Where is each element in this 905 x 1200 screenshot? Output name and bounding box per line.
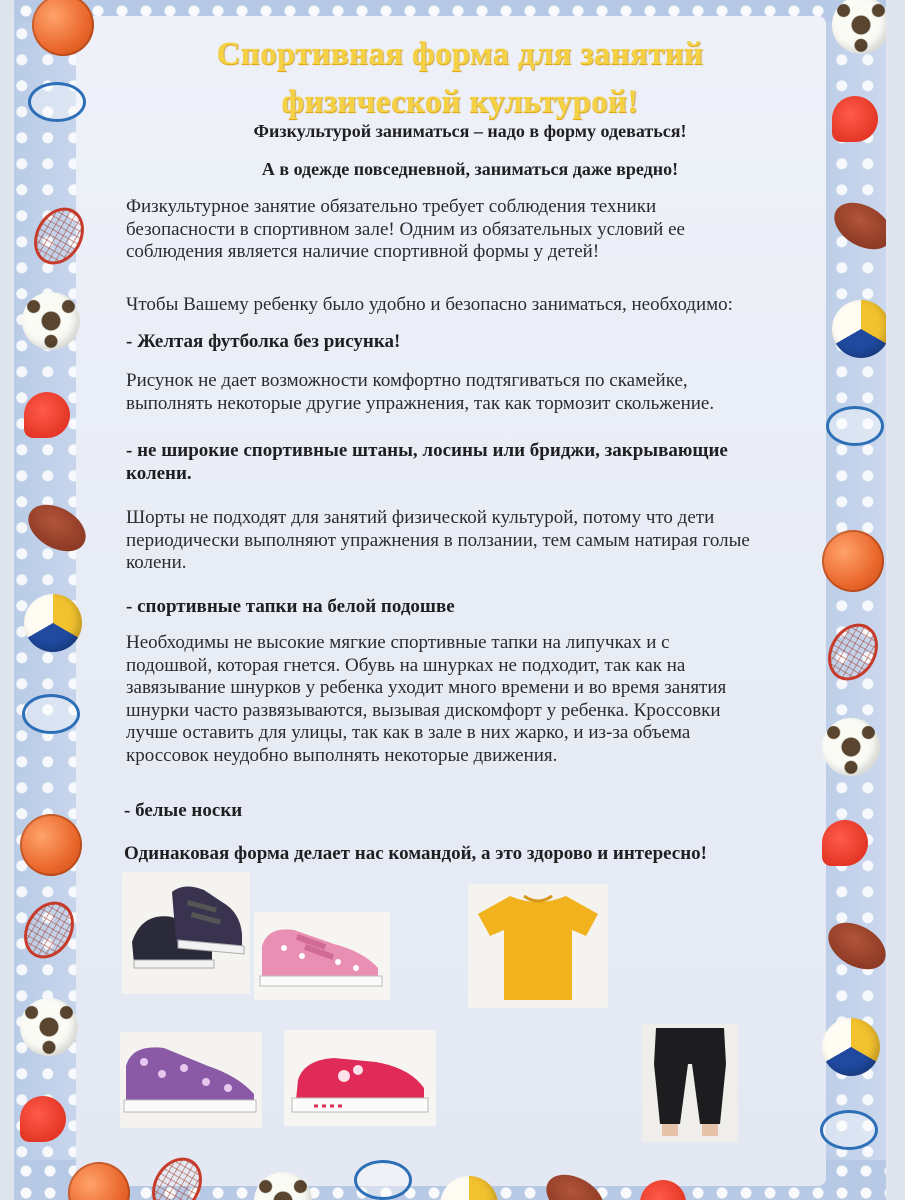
item-heading-socks: - белые носки	[124, 800, 243, 821]
ping-pong-paddle-icon	[20, 1096, 66, 1142]
item-text-line: Шорты не подходят для занятий физической культурой, потому что дети	[126, 507, 715, 528]
title-line-2: физической культурой!	[281, 84, 639, 120]
item-heading-line: - не широкие спортивные штаны, лосины или бриджи, закрывающие	[126, 440, 728, 461]
intro-line: Физкультурное занятие обязательно требует соблюдения техники	[126, 196, 657, 217]
item-text-tshirt	[126, 370, 816, 415]
basketball-icon	[822, 530, 884, 592]
photo-red-sneakers	[284, 1030, 436, 1126]
motto-2: А в одежде повседневной, заниматься даже вредно!	[261, 159, 679, 179]
photo-purple-floral-sneakers	[120, 1032, 262, 1128]
item-text-shoes	[126, 632, 816, 767]
item-text-line: колени.	[126, 552, 187, 573]
badminton-racket-icon	[354, 1160, 412, 1200]
item-heading-tshirt: - Желтая футболка без рисунка!	[126, 331, 401, 352]
basketball-icon	[20, 814, 82, 876]
item-text-line: кроссовок неудобно выполнять некоторые движения.	[126, 744, 558, 766]
item-text-line: Необходимы не высокие мягкие спортивные тапки на липучках и с	[126, 632, 670, 653]
item-text-line: шнурки часто развязываются, вызывая дискомфорт у ребенка. Кроссовки	[126, 699, 721, 721]
soccer-ball-icon	[822, 718, 880, 776]
item-heading-pants	[126, 440, 816, 485]
item-text-pants	[126, 507, 826, 575]
ping-pong-paddle-icon	[832, 96, 878, 142]
intro-line: соблюдения является наличие спортивной формы у детей!	[126, 241, 600, 262]
requirements-intro: Чтобы Вашему ребенку было удобно и безопасно заниматься, необходимо:	[126, 294, 733, 315]
soccer-ball-icon	[20, 998, 78, 1056]
intro-paragraph	[126, 196, 816, 264]
photo-black-leggings	[642, 1024, 738, 1142]
title-line-1: Спортивная форма для занятий	[216, 36, 704, 72]
item-text-line: лучше оставить для улицы, так как в зале в них жарко, и из-за объема	[126, 722, 691, 743]
ping-pong-paddle-icon	[822, 820, 868, 866]
item-text-line: подошвой, которая гнется. Обувь на шнурках не подходит, так как на	[126, 654, 686, 676]
photo-pink-sneakers	[254, 912, 390, 1000]
badminton-racket-icon	[28, 82, 86, 122]
volleyball-icon	[24, 594, 82, 652]
item-text-line: периодически выполняют упражнения в ползании, тем самым натирая голые	[126, 529, 750, 551]
soccer-ball-icon	[22, 292, 80, 350]
ping-pong-paddle-icon	[24, 392, 70, 438]
item-text-line: завязывание шнурков у ребенка уходит много времени и во время занятия	[126, 677, 727, 698]
closing-text: Одинаковая форма делает нас командой, а это здорово и интересно!	[124, 843, 708, 864]
photo-yellow-tshirt	[468, 884, 608, 1008]
badminton-racket-icon	[820, 1110, 878, 1150]
item-heading-shoes: - спортивные тапки на белой подошве	[126, 596, 455, 617]
badminton-racket-icon	[826, 406, 884, 446]
volleyball-icon	[832, 300, 886, 358]
item-text-line: выполнять некоторые другие упражнения, так как тормозит скольжение.	[126, 392, 715, 414]
badminton-racket-icon	[22, 694, 80, 734]
item-heading-line: колени.	[126, 462, 192, 484]
motto-1: Физкультурой заниматься – надо в форму одеваться!	[253, 121, 687, 141]
volleyball-icon	[822, 1018, 880, 1076]
intro-line: безопасности в спортивном зале! Одним из обязательных условий ее	[126, 218, 685, 240]
soccer-ball-icon	[832, 0, 886, 54]
photo-dark-sneakers	[122, 872, 250, 994]
page-title	[150, 30, 770, 126]
item-text-line: Рисунок не дает возможности комфортно подтягиваться по скамейке,	[126, 370, 688, 391]
